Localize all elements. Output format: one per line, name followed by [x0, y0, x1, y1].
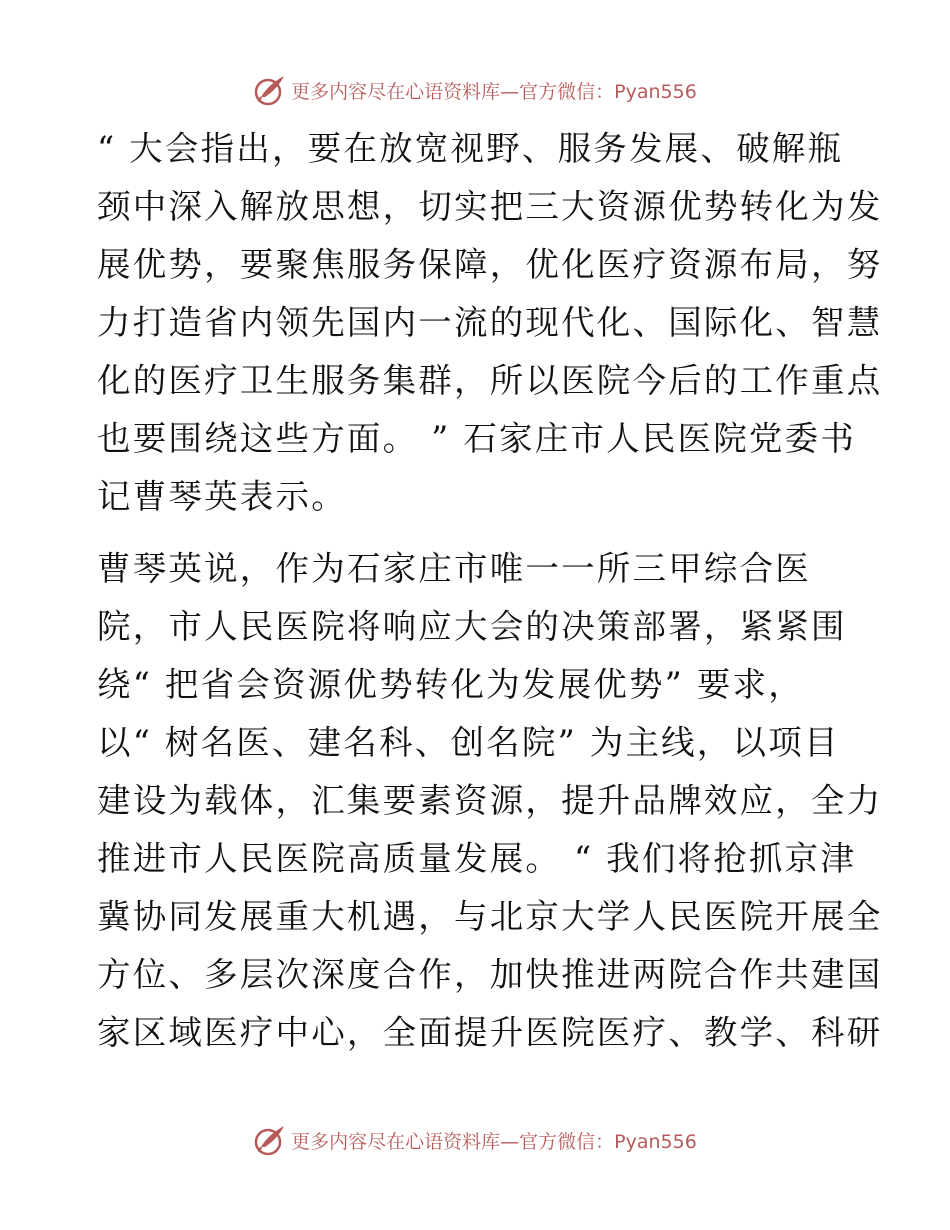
- text-line: 冀协同发展重大机遇，与北京大学人民医院开展全: [97, 897, 883, 936]
- paragraph-spacer: [97, 526, 857, 540]
- quill-logo-icon: [253, 1123, 287, 1157]
- banner-text: 更多内容尽在心语资料库—官方微信：Pyan556: [291, 1130, 697, 1153]
- header-banner: [0, 70, 950, 110]
- paragraph: [97, 120, 883, 526]
- text-line: 展优势，要聚焦服务保障，优化医疗资源布局，努: [97, 245, 883, 284]
- text-line: 绕“ 把省会资源优势转化为发展优势” 要求，: [97, 665, 804, 704]
- text-line: 化的医疗卫生服务集群，所以医院今后的工作重点: [97, 361, 883, 400]
- text-line: 力打造省内领先国内一流的现代化、国际化、智慧: [97, 303, 883, 342]
- paragraph: [97, 540, 883, 1062]
- text-line: “ 大会指出，要在放宽视野、服务发展、破解瓶: [97, 129, 844, 168]
- text-line: 也要围绕这些方面。 ” 石家庄市人民医院党委书: [97, 419, 857, 458]
- text-line: 记曹琴英表示。: [97, 477, 347, 516]
- text-line: 建设为载体，汇集要素资源，提升品牌效应，全力: [97, 781, 883, 820]
- text-line: 曹琴英说，作为石家庄市唯一一所三甲综合医: [97, 549, 811, 588]
- text-line: 以“ 树名医、建名科、创名院” 为主线，以项目: [97, 723, 840, 762]
- document-body: [97, 120, 883, 1062]
- text-line: 颈中深入解放思想，切实把三大资源优势转化为发: [97, 187, 883, 226]
- footer-banner: [0, 1120, 950, 1160]
- text-line: 院，市人民医院将响应大会的决策部署，紧紧围: [97, 607, 847, 646]
- text-line: 家区域医疗中心，全面提升医院医疗、教学、科研: [97, 1013, 883, 1052]
- quill-logo-icon: [253, 73, 287, 107]
- text-line: 方位、多层次深度合作，加快推进两院合作共建国: [97, 955, 883, 994]
- banner-text: 更多内容尽在心语资料库—官方微信：Pyan556: [291, 80, 697, 103]
- text-line: 推进市人民医院高质量发展。 “ 我们将抢抓京津: [97, 839, 857, 878]
